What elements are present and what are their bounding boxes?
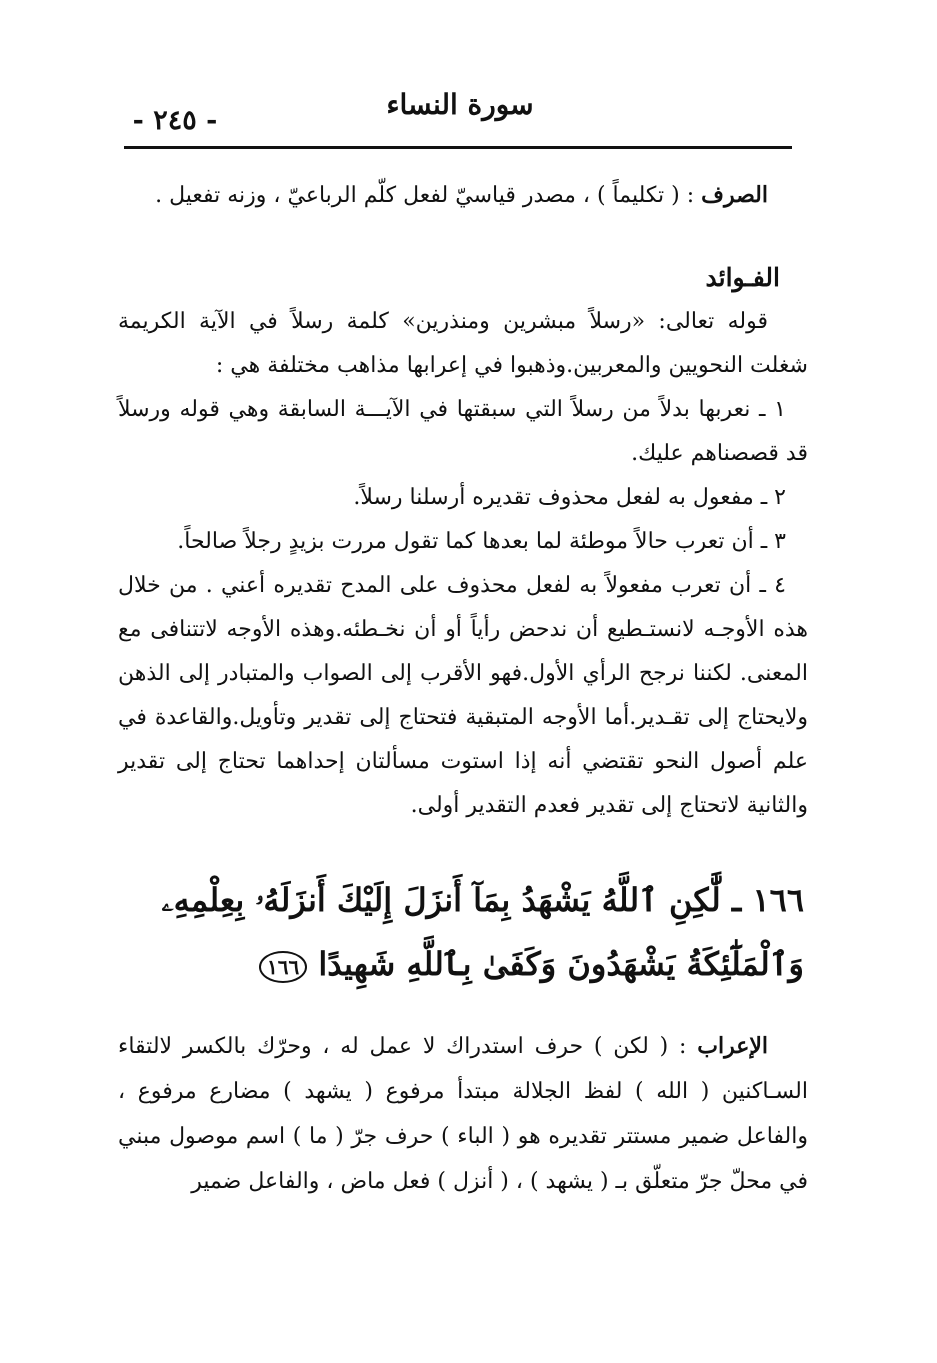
fawaid-heading: الفـوائد bbox=[705, 263, 780, 292]
fawaid-item-3: ٣ ـ أن تعرب حالاً موطئة لما بعدها كما تقول مررت بزيدٍ رجلاً صالحاً. bbox=[177, 529, 786, 554]
fawaid-item-4: ٤ ـ أن تعرب مفعولاً به لفعل محذوف على المدح تقديره أعني . من خلال هذه الأوجـه لانستـطيع أن ندحض رأياً أو أن نخـطئه.وهذه الأوجه لاتتنافى مع المعنى. لكننا نرجح الرأي الأول.فهو الأقرب إلى الصواب والمتبادر إلى الذهن ولايحتاج إلى تقـدير.أما الأوجه المتبقية فتحتاج إلى تقدير وتأويل.والقاعدة في علم أصول النحو تقتضي أنه إذا استوت مسألتان إحداهما تحتاج إلى تقدير والثانية لاتحتاج إلى تقدير فعدم التقدير أولى. bbox=[118, 573, 808, 818]
quran-verse bbox=[118, 868, 808, 996]
irab-paragraph bbox=[118, 1024, 808, 1204]
sarf-label: الصرف bbox=[701, 182, 768, 208]
page-number: - ٢٤٥ - bbox=[132, 105, 218, 136]
irab-text: : ( لكن ) حرف استدراك لا عمل له ، وحرّك بالكسر لالتقاء السـاكنين ( الله ) لفظ الجلالة مبتدأ مرفوع ( يشهد ) مضارع مرفوع ، والفاعل ضمير مستتر تقديره هو ( الباء ) حرف جرّ ( ما ) اسم موصول مبني في محلّ جرّ متعلّق بـ ( يشهد ) ، ( أنزل ) فعل ماض ، والفاعل ضمير bbox=[118, 1034, 808, 1194]
page-body bbox=[118, 165, 808, 1204]
header-divider bbox=[124, 146, 792, 149]
sarf-paragraph bbox=[118, 173, 808, 218]
sarf-text: : ( تكليماً ) ، مصدر قياسيّ لفعل كلّم الرباعيّ ، وزنه تفعيل . bbox=[155, 183, 695, 208]
page-header bbox=[0, 0, 937, 160]
fawaid-item-2: ٢ ـ مفعول به لفعل محذوف تقديره أرسلنا رسلاً. bbox=[353, 485, 786, 510]
surah-title: سورة النساء bbox=[386, 88, 534, 121]
verse-number: ١٦٦ ـ bbox=[731, 881, 804, 919]
fawaid-intro: قوله تعالى: «رسلاً مبشرين ومنذرين» كلمة رسلاً في الآية الكريمة شغلت النحويين والمعربين.وذهبوا في إعرابها مذاهب مختلفة هي : bbox=[118, 309, 808, 378]
fawaid-item-1: ١ ـ نعربها بدلاً من رسلاً التي سبقتها في الآيـــة السابقة وهي قوله ورسلاً قد قصصناهم عليك. bbox=[118, 397, 808, 466]
irab-label: الإعراب bbox=[697, 1033, 768, 1059]
verse-text: لَّٰكِنِ ٱللَّهُ يَشْهَدُ بِمَآ أَنزَلَ إِلَيْكَ أَنزَلَهُۥ بِعِلْمِهِۦ وَٱلْمَلَٰٓئِكَةُ يَشْهَدُونَ وَكَفَىٰ بِٱللَّهِ شَهِيدًا bbox=[161, 881, 804, 983]
ayah-end-marker: ١٦٦ bbox=[259, 951, 307, 983]
